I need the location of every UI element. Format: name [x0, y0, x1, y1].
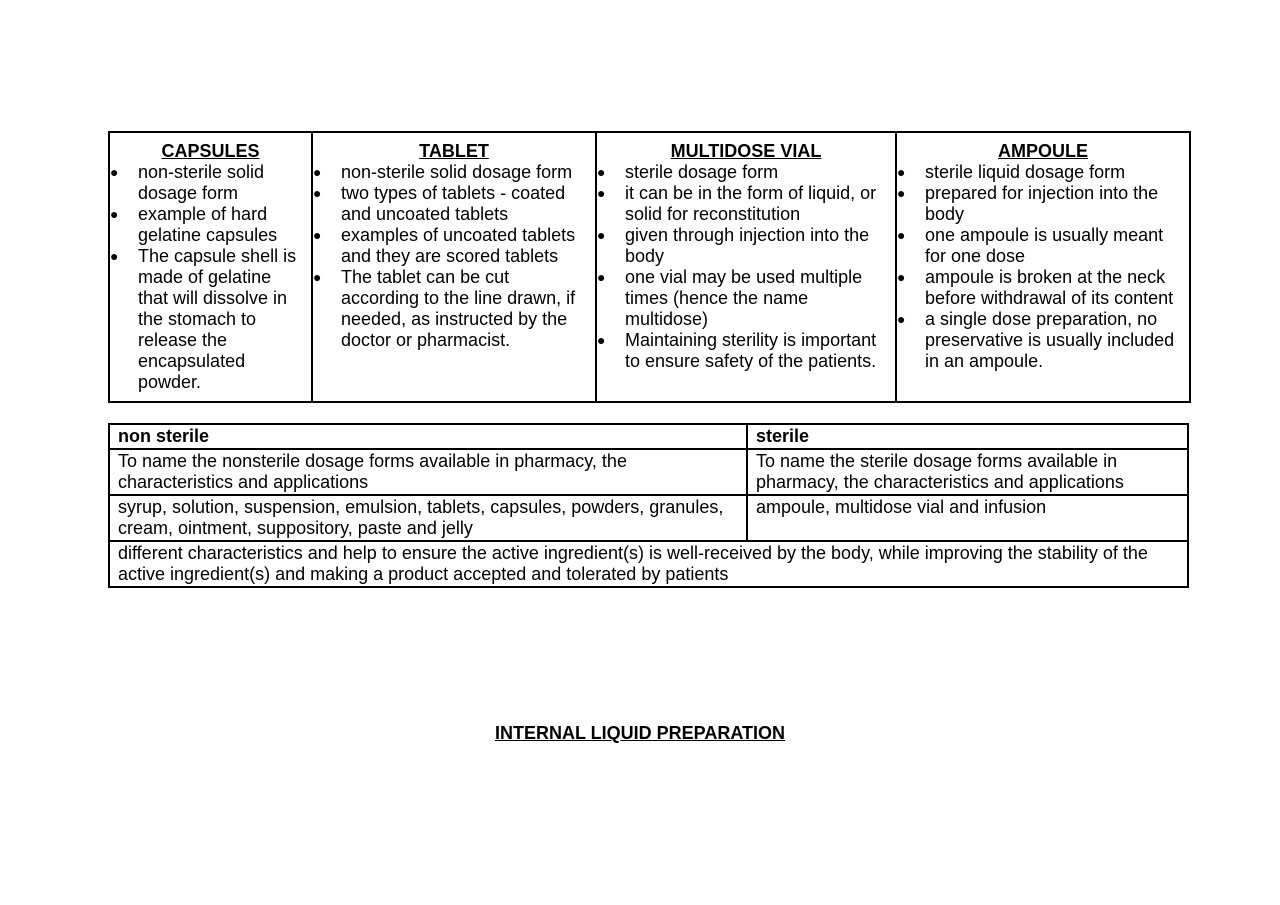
list-item: ● one ampoule is usually meant for one dose: [897, 225, 1189, 267]
ampoule-list: [897, 162, 1189, 372]
table-row: [109, 495, 1188, 541]
list-item: ● ampoule is broken at the neck before withdrawal of its content: [897, 267, 1189, 309]
capsules-cell: [109, 132, 312, 402]
table-row: [109, 424, 1188, 449]
ampoule-cell: [896, 132, 1190, 402]
capsules-heading: CAPSULES: [161, 141, 260, 161]
sterile-examples: ampoule, multidose vial and infusion: [747, 495, 1188, 541]
ampoule-heading: AMPOULE: [998, 141, 1088, 161]
list-item: ● given through injection into the body: [597, 225, 895, 267]
list-item: ● sterile dosage form: [597, 162, 895, 183]
list-item: ● a single dose preparation, no preservative is usually included in an ampoule.: [897, 309, 1189, 372]
capsules-list: [110, 162, 311, 393]
table-row: [109, 449, 1188, 495]
list-item: ● examples of uncoated tablets and they are scored tablets: [313, 225, 595, 267]
non-sterile-header: non sterile: [109, 424, 747, 449]
section-title: INTERNAL LIQUID PREPARATION: [494, 723, 785, 743]
list-item: ● non-sterile solid dosage form: [313, 162, 595, 183]
sterile-objective: To name the sterile dosage forms available in pharmacy, the characteristics and applications: [747, 449, 1188, 495]
table-row: [109, 541, 1188, 587]
sterile-comparison-table: [108, 423, 1189, 588]
list-item: ● sterile liquid dosage form: [897, 162, 1189, 183]
list-item: ● The capsule shell is made of gelatine that will dissolve in the stomach to release the encapsulated powder.: [110, 246, 311, 393]
multidose-vial-heading: MULTIDOSE VIAL: [670, 141, 822, 161]
list-item: ● The tablet can be cut according to the line drawn, if needed, as instructed by the doctor or pharmacist.: [313, 267, 595, 351]
list-item: ● Maintaining sterility is important to ensure safety of the patients.: [597, 330, 895, 372]
multidose-vial-list: [597, 162, 895, 372]
list-item: ● example of hard gelatine capsules: [110, 204, 311, 246]
sterile-header: sterile: [747, 424, 1188, 449]
list-item: ● it can be in the form of liquid, or solid for reconstitution: [597, 183, 895, 225]
summary-cell: different characteristics and help to ensure the active ingredient(s) is well-received by the body, while improving the stability of the active ingredient(s) and making a product accepted and tolerated by patients: [109, 541, 1188, 587]
tablet-list: [313, 162, 595, 351]
list-item: ● non-sterile solid dosage form: [110, 162, 311, 204]
multidose-vial-cell: [596, 132, 896, 402]
tablet-cell: [312, 132, 596, 402]
non-sterile-examples: syrup, solution, suspension, emulsion, tablets, capsules, powders, granules, cream, ointment, suppository, paste and jelly: [109, 495, 747, 541]
list-item: ● prepared for injection into the body: [897, 183, 1189, 225]
list-item: ● one vial may be used multiple times (hence the name multidose): [597, 267, 895, 330]
list-item: ● two types of tablets - coated and uncoated tablets: [313, 183, 595, 225]
tablet-heading: TABLET: [419, 141, 489, 161]
non-sterile-objective: To name the nonsterile dosage forms available in pharmacy, the characteristics and applications: [109, 449, 747, 495]
dosage-forms-table: [108, 131, 1191, 403]
dosage-forms-row: [109, 132, 1190, 402]
